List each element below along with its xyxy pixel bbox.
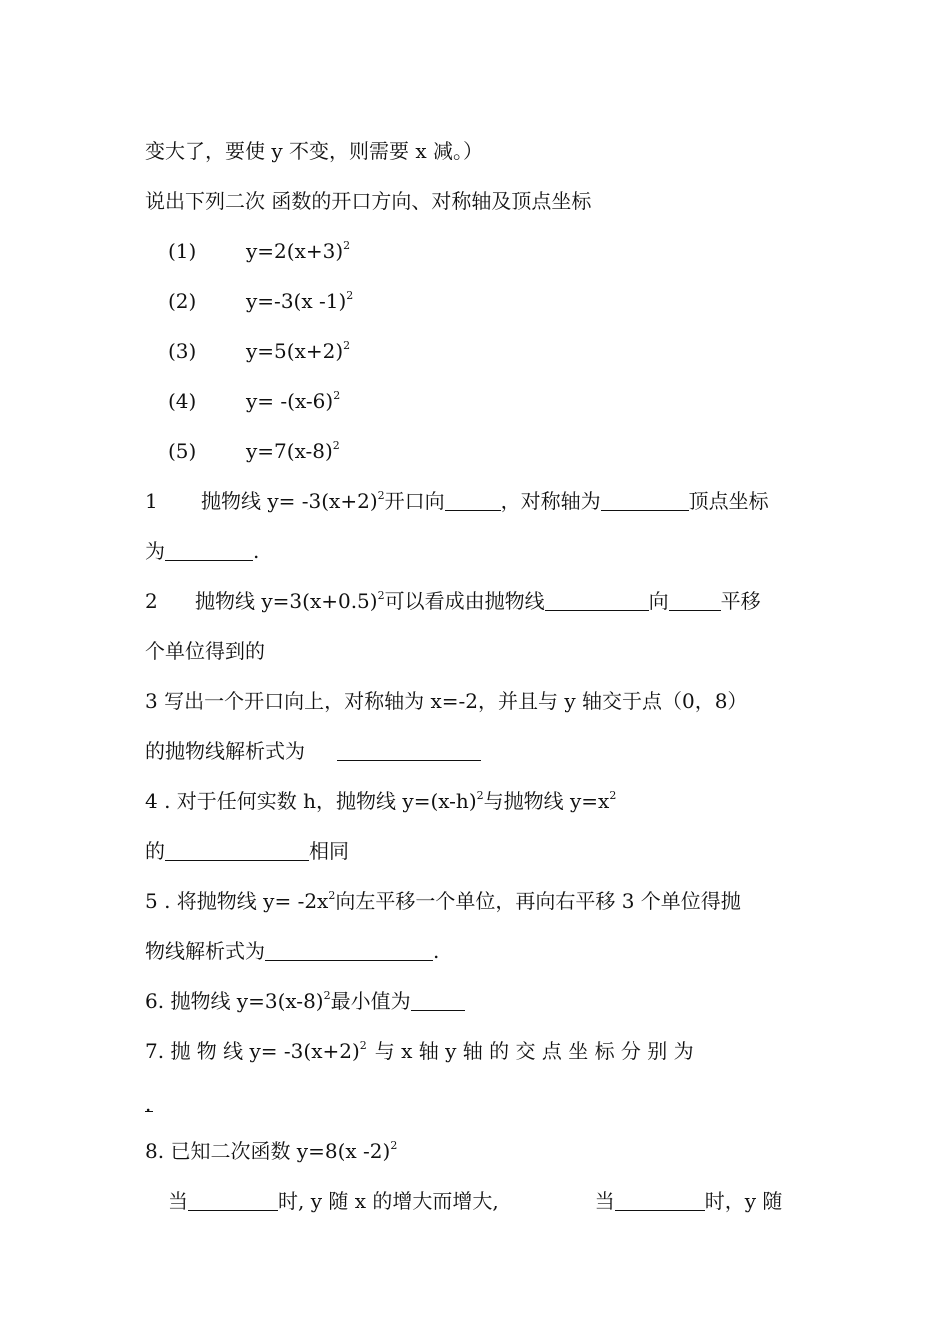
answer-blank[interactable] <box>188 1190 278 1211</box>
exponent: 2 <box>332 439 340 452</box>
question-5-cont <box>145 938 805 964</box>
question-text: 的抛物线解析式为 <box>145 739 305 763</box>
question-text: . <box>433 939 440 963</box>
question-8-cont <box>168 1188 808 1214</box>
item-label: (5) <box>168 439 197 463</box>
exponent: 2 <box>343 239 351 252</box>
item-expr: y=5(x+2) <box>246 339 344 363</box>
text-line-continuation: 变大了，要使 y 不变，则需要 x 减。） <box>145 139 484 163</box>
question-text: 6. 抛物线 y=3(x-8) <box>145 989 324 1013</box>
question-text: 物线解析式为 <box>145 939 265 963</box>
exponent: 2 <box>476 789 484 802</box>
question-5 <box>145 888 805 914</box>
question-text: 5 . 将抛物线 y= -2x <box>145 889 329 913</box>
question-text: 顶点坐标 <box>688 489 769 513</box>
exponent: 2 <box>390 1139 398 1152</box>
question-4-cont <box>145 838 805 864</box>
answer-blank[interactable] <box>669 590 721 611</box>
question-text: 抛物线 y= -3(x+2) <box>201 489 378 513</box>
item-label: (1) <box>168 239 197 263</box>
list-item <box>168 238 828 264</box>
list-item <box>168 288 828 314</box>
question-1 <box>145 488 805 514</box>
item-label: (3) <box>168 339 197 363</box>
item-expr: y=-3(x -1) <box>246 289 347 313</box>
question-text: 4 . 对于任何实数 h，抛物线 y=(x-h) <box>145 789 477 813</box>
question-number: 2 <box>145 589 158 613</box>
question-text: 向左平移一个单位，再向右平移 3 个单位得抛 <box>335 889 741 913</box>
question-1-cont <box>145 538 805 564</box>
question-text: 抛物线 y=3(x+0.5) <box>195 589 378 613</box>
item-label: (4) <box>168 389 197 413</box>
exponent: 2 <box>377 589 385 602</box>
question-text: 可以看成由抛物线 <box>384 589 545 613</box>
question-text: . <box>253 539 260 563</box>
exponent: 2 <box>609 789 617 802</box>
item-expr: y=7(x-8) <box>246 439 333 463</box>
question-text: ，对称轴为 <box>500 489 601 513</box>
answer-blank[interactable] <box>165 540 253 561</box>
answer-blank[interactable] <box>145 1091 153 1116</box>
question-8 <box>145 1138 805 1164</box>
question-3: 3 写出一个开口向上，对称轴为 x=-2，并且与 y 轴交于点（0，8） <box>145 689 748 713</box>
question-4 <box>145 788 805 814</box>
question-text: 开口向 <box>384 489 445 513</box>
answer-blank[interactable] <box>165 840 309 861</box>
exponent: 2 <box>323 989 331 1002</box>
answer-blank[interactable] <box>411 990 465 1011</box>
instruction-line: 说出下列二次 函数的开口方向、对称轴及顶点坐标 <box>145 189 592 213</box>
exponent: 2 <box>333 389 341 402</box>
question-number: 1 <box>145 489 158 513</box>
item-expr: y=2(x+3) <box>246 239 344 263</box>
question-text: 时, y 随 x 的增大而增大, <box>278 1189 499 1213</box>
question-6 <box>145 988 805 1014</box>
item-expr: y= -(x-6) <box>246 389 334 413</box>
item-label: (2) <box>168 289 197 313</box>
exponent: 2 <box>328 889 336 902</box>
answer-blank[interactable] <box>545 590 649 611</box>
answer-blank[interactable] <box>337 740 481 761</box>
question-text: 的 <box>145 839 165 863</box>
exponent: 2 <box>346 289 354 302</box>
question-text: 平移 <box>720 589 761 613</box>
question-text: 最小值为 <box>330 989 411 1013</box>
answer-blank[interactable] <box>445 490 501 511</box>
question-text: 时，y 随 <box>704 1189 783 1213</box>
answer-blank[interactable] <box>601 490 689 511</box>
question-7-cont <box>145 1088 805 1114</box>
question-text: 8. 已知二次函数 y=8(x -2) <box>145 1139 391 1163</box>
exponent: 2 <box>377 489 385 502</box>
question-text: 7. 抛 物 线 y= -3(x+2) <box>145 1039 360 1063</box>
answer-blank[interactable] <box>265 940 433 961</box>
list-item <box>168 338 828 364</box>
question-text: 向 <box>648 589 669 613</box>
question-7 <box>145 1038 805 1064</box>
answer-blank[interactable] <box>615 1190 705 1211</box>
question-3-cont <box>145 738 805 764</box>
question-text: 当 <box>594 1189 615 1213</box>
question-text: 相同 <box>309 839 349 863</box>
exponent: 2 <box>343 339 351 352</box>
question-text: . <box>145 1092 152 1116</box>
list-item <box>168 438 828 464</box>
question-text: 当 <box>168 1189 188 1213</box>
exponent: 2 <box>359 1039 367 1052</box>
list-item <box>168 388 828 414</box>
question-text: 与抛物线 y=x <box>483 789 610 813</box>
question-text: 为 <box>145 539 165 563</box>
question-text: 与 x 轴 y 轴 的 交 点 坐 标 分 别 为 <box>374 1039 694 1063</box>
question-2 <box>145 588 805 614</box>
question-2-cont: 个单位得到的 <box>145 639 265 663</box>
